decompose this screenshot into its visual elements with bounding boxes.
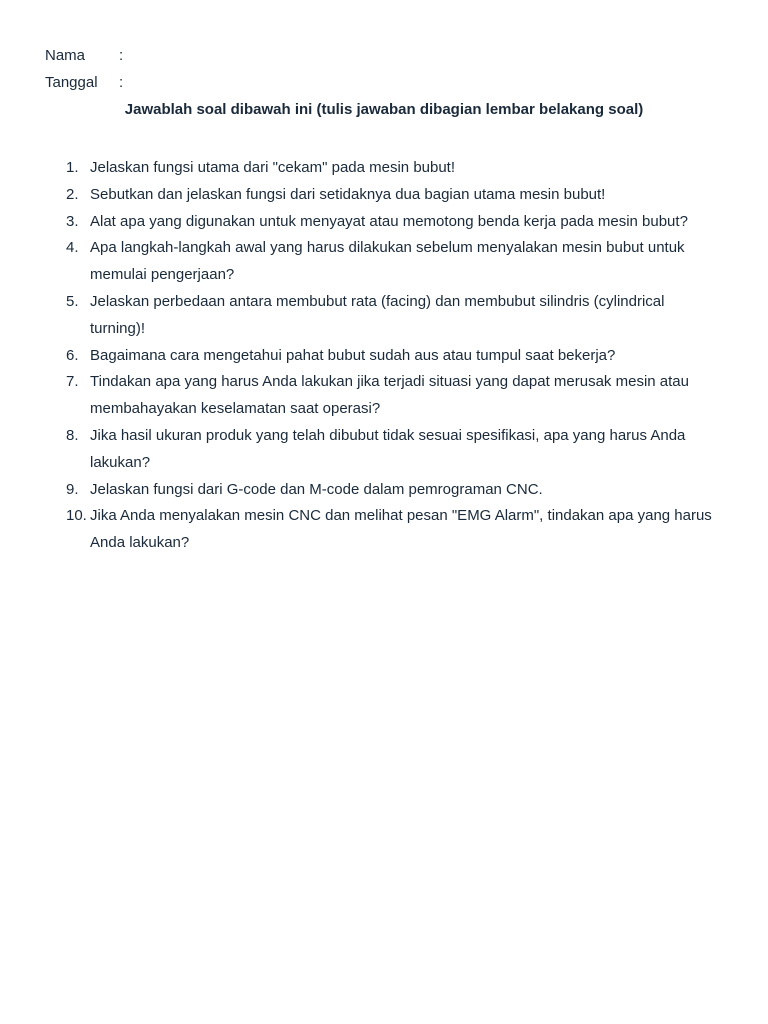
question-text: Apa langkah-langkah awal yang harus dilakukan sebelum menyalakan mesin bubut untuk memulai pengerjaan?: [90, 239, 685, 284]
question-number: 3.: [66, 212, 79, 230]
question-text: Jika Anda menyalakan mesin CNC dan melihat pesan "EMG Alarm", tindakan apa yang harus Anda lakukan?: [90, 507, 712, 552]
date-colon: :: [119, 74, 124, 91]
name-colon: :: [119, 47, 124, 64]
question-item: [0, 477, 768, 504]
name-label: Nama: [45, 47, 86, 64]
question-text: Jelaskan perbedaan antara membubut rata (facing) dan membubut silindris (cylindrical turning)!: [90, 292, 665, 337]
question-number: 4.: [66, 239, 79, 257]
question-number: 5.: [66, 292, 79, 310]
question-text: Alat apa yang digunakan untuk menyayat atau memotong benda kerja pada mesin bubut?: [90, 212, 688, 230]
date-field: [45, 74, 123, 92]
question-item: [0, 343, 768, 370]
question-number: 7.: [66, 373, 79, 391]
question-item: [0, 289, 768, 343]
question-item: [0, 209, 768, 236]
instruction-heading: Jawablah soal dibawah ini (tulis jawaban dibagian lembar belakang soal): [124, 101, 644, 118]
question-list: [0, 155, 768, 557]
question-number: 10.: [66, 507, 87, 525]
question-text: Sebutkan dan jelaskan fungsi dari setidaknya dua bagian utama mesin bubut!: [90, 185, 606, 203]
question-text: Jelaskan fungsi dari G-code dan M-code dalam pemrograman CNC.: [90, 480, 543, 498]
question-number: 2.: [66, 185, 79, 203]
question-item: [0, 155, 768, 182]
question-text: Jika hasil ukuran produk yang telah dibubut tidak sesuai spesifikasi, apa yang harus Anda lakukan?: [90, 426, 686, 471]
question-number: 9.: [66, 480, 79, 498]
question-text: Bagaimana cara mengetahui pahat bubut sudah aus atau tumpul saat bekerja?: [90, 346, 616, 364]
date-label: Tanggal: [45, 74, 98, 91]
name-field: [45, 47, 123, 65]
question-item: [0, 182, 768, 209]
question-number: 1.: [66, 159, 79, 176]
question-item: [0, 369, 768, 423]
question-number: 6.: [66, 346, 79, 364]
question-number: 8.: [66, 426, 79, 444]
question-text: Tindakan apa yang harus Anda lakukan jika terjadi situasi yang dapat merusak mesin atau membahayakan keselamatan saat operasi?: [90, 373, 689, 418]
question-item: [0, 235, 768, 289]
question-text: Jelaskan fungsi utama dari "cekam" pada mesin bubut!: [90, 159, 456, 176]
question-item: [0, 503, 768, 557]
question-item: [0, 423, 768, 477]
